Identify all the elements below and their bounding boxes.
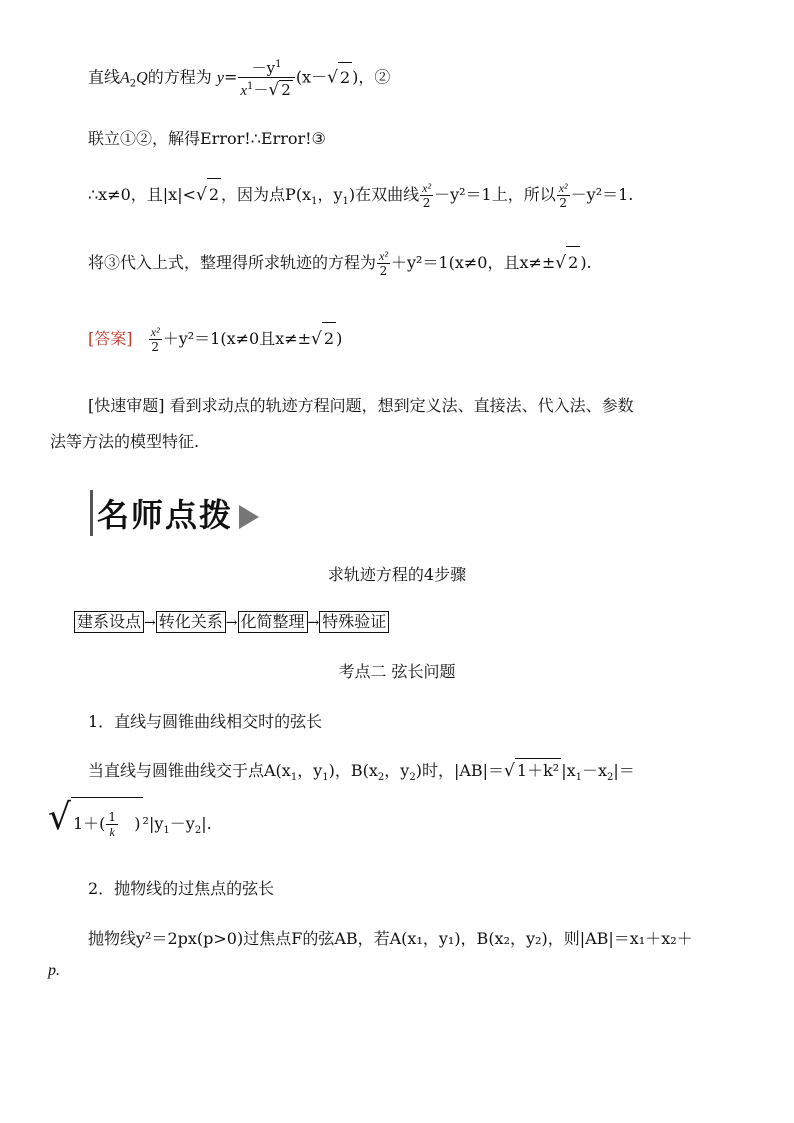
chord-length-line1: 当直线与圆锥曲线交于点$A(x_1$，$y_1$)，$B(x_2$，$y_2$)时，|AB|＝√ 1＋k² $|x_1-x_2|=$ — [88, 758, 635, 790]
quick-review-line1: [快速审题] 看到求动点的轨迹方程问题，想到定义法、直接法、代入法、参数 — [88, 396, 634, 415]
step-box-3: 化简整理 — [238, 611, 308, 633]
section-title: 名师点拨 — [90, 490, 259, 536]
answer-tag: [答案] — [88, 329, 133, 348]
line-a2q-equation: 直线$A_2Q$的方程为 y= $\frac{-y^1}{x^1-√ 2}$ (x－√ 2 )，② — [88, 59, 391, 100]
topic-heading: 考点二 弦长问题 — [338, 662, 456, 681]
sub-heading-2: 2．抛物线的过焦点的弦长 — [88, 879, 275, 898]
steps-heading: 求轨迹方程的4步骤 — [327, 565, 467, 584]
sub-heading-1: 1．直线与圆锥曲线相交时的弦长 — [88, 712, 323, 731]
line-substitute: 将③代入上式，整理得所求轨迹的方程为 $\frac{\text{x²}}{2}$ ＋y²＝1(x≠0，且x≠±√ 2 ). — [88, 246, 592, 279]
quick-review-line2: 法等方法的模型特征. — [50, 432, 200, 451]
step-box-1: 建系设点 — [74, 611, 144, 633]
step-box-4: 特殊验证 — [319, 611, 389, 633]
parabola-line1: 抛物线y²＝2px(p>0)过焦点F的弦AB，若A(x₁，y₁)，B(x₂，y₂)，则|AB|＝x₁＋x₂＋ — [88, 929, 693, 948]
step-box-2: 转化关系 — [156, 611, 226, 633]
right-arrow-icon: → — [307, 615, 320, 631]
steps-flow — [74, 611, 389, 633]
line-conditions: ∴x≠0，且|x|<√ 2 ，因为点$P(x_1$，$y_1$)在双曲线 $\frac{\text{x²}}{2}$ －y²＝1上，所以 $\frac{\text{x²}}{2}$ －y²＝1. — [88, 178, 633, 218]
right-arrow-icon: → — [144, 615, 156, 631]
play-arrow-icon — [239, 505, 259, 529]
right-arrow-icon: → — [225, 615, 238, 631]
chord-length-line2: √ 1＋( $\frac{1}{k}$ ) $^2|y_1-y_2|$. — [48, 794, 212, 855]
parabola-line2: p. — [48, 962, 60, 979]
answer-line: [答案] $\frac{\text{x²}}{2}$ ＋y²＝1(x≠0且x≠±√ 2 ) — [88, 322, 342, 355]
line-solve-system: 联立①②，解得Error!∴Error!③ — [88, 129, 326, 148]
